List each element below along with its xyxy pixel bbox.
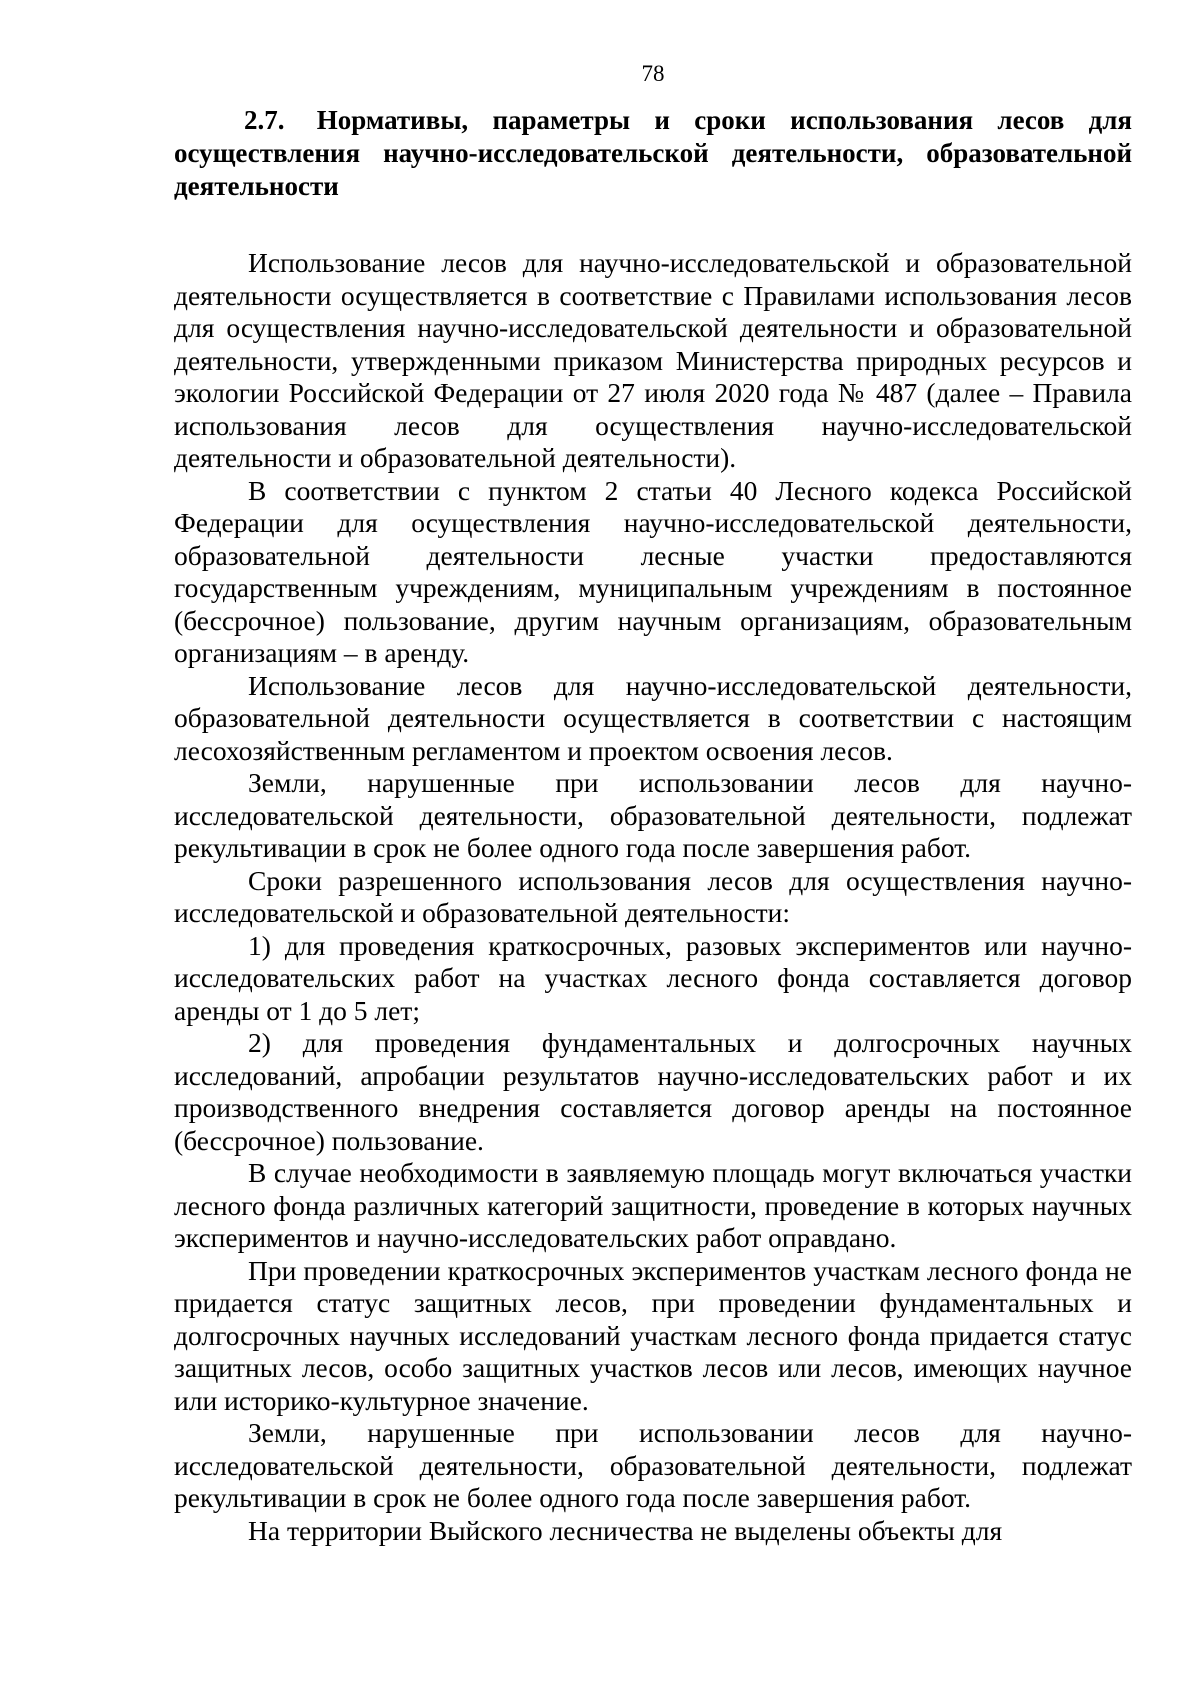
paragraph-recultivation-repeat: Земли, нарушенные при использовании лесов для научно-исследовательской деятельности, образовательной деятельности, подлежат рекультивации в срок не более одного года после завершения работ. [174,1417,1132,1513]
list-item-long-term: 2) для проведения фундаментальных и долгосрочных научных исследований, апробации результатов научно-исследовательских работ и их производственного внедрения составляется договор аренды на постоянное (бессрочное) пользование. [174,1027,1132,1156]
document-page [174,60,1132,1547]
section-title: Нормативы, параметры и сроки использования лесов для осуществления научно-исследовательской деятельности, образовательной деятельности [174,105,1132,201]
paragraph-territory: На территории Выйского лесничества не выделены объекты для [248,1514,1003,1546]
paragraph-regulation: Использование лесов для научно-исследовательской деятельности, образовательной деятельности осуществляется в соответствии с настоящим лесохозяйственным регламентом и проектом освоения лесов. [174,669,1132,766]
section-heading [174,104,1132,203]
paragraph-terms: Сроки разрешенного использования лесов для осуществления научно-исследовательской и образовательной деятельности: [174,864,1132,928]
list-item-short-term: 1) для проведения краткосрочных, разовых экспериментов или научно-исследовательских работ на участках лесного фонда составляется договор аренды от 1 до 5 лет; [174,929,1132,1026]
section-number: 2.7. [244,105,285,135]
paragraph-protection-status: При проведении краткосрочных экспериментов участкам лесного фонда не придается статус защитных лесов, при проведении фундаментальных и долгосрочных научных исследований участкам лесного фонда придается статус защитных лесов, особо защитных участков лесов или лесов, имеющих научное или историко-культурное значение. [174,1254,1132,1416]
paragraph-area: В случае необходимости в заявляемую площадь могут включаться участки лесного фонда различных категорий защитности, проведение в которых научных экспериментов и научно-исследовательских работ оправдано. [174,1157,1132,1253]
paragraph-intro: Использование лесов для научно-исследовательской и образовательной деятельности осуществляется в соответствие с Правилами использования лесов для осуществления научно-исследовательской деятельности и образовательной деятельности, утвержденными приказом Министерства природных ресурсов и экологии Российской Федерации от 27 июля 2020 года № 487 (далее – Правила использования лесов для осуществления научно-исследовательской деятельности и образовательной деятельности). [174,247,1132,473]
paragraph-recultivation: Земли, нарушенные при использовании лесов для научно-исследовательской деятельности, образовательной деятельности, подлежат рекультивации в срок не более одного года после завершения работ. [174,767,1132,863]
page-number: 78 [641,61,665,86]
paragraph-article-40: В соответствии с пунктом 2 статьи 40 Лесного кодекса Российской Федерации для осуществления научно-исследовательской деятельности, образовательной деятельности лесные участки предоставляются государственным учреждениям, муниципальным учреждениям в постоянное (бессрочное) пользование, другим научным организациям, образовательным организациям – в аренду. [174,474,1132,668]
